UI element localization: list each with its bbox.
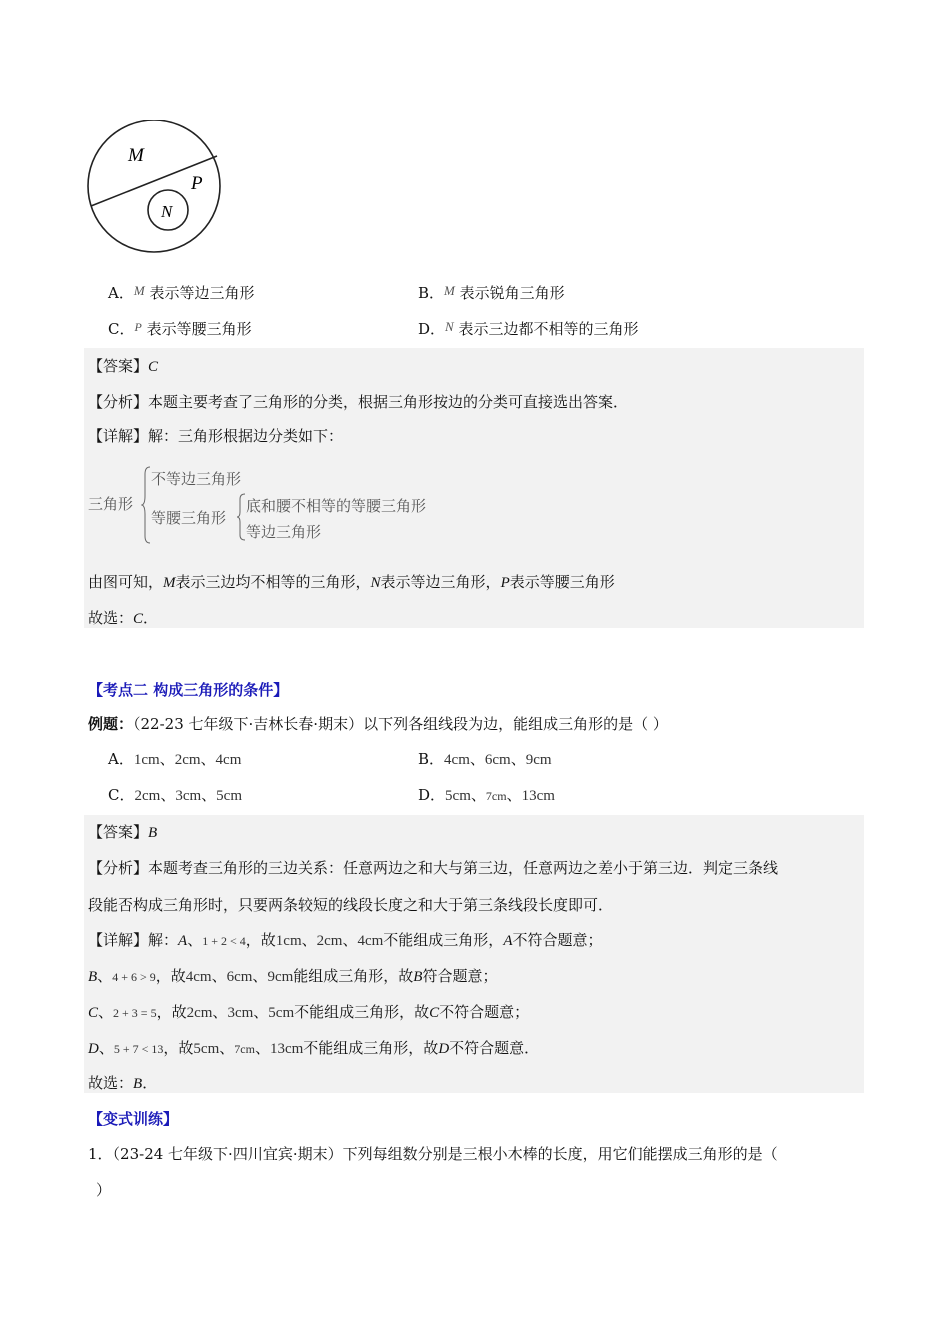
ex-detail-d: D、5 + 7 < 13，故5cm、7cm、13cm不能组成三角形，故D不符合题意． [88,1039,540,1057]
ex-detail-a: 【详解】解：A、1 + 2 < 4，故1cm、2cm、4cm不能组成三角形，A不符合题意； [88,931,603,949]
ex-option-a: A．1cm、2cm、4cm [108,750,242,768]
q1-choose: 故选：C． [88,609,159,627]
tree-root: 三角形 [88,495,134,513]
label-n: N [161,202,173,221]
example-line: 例题：（22-23 七年级下·吉林长春·期末）以下列各组线段为边，能组成三角形的是（ ） [88,715,668,733]
ex-option-d: D．5cm、7cm、13cm [418,786,555,804]
variant-q1: 1．（23-24 七年级下·四川宜宾·期末）下列每组数分别是三根小木棒的长度，用它们能摆成三角形的是（ [88,1145,778,1163]
ex-choose: 故选：B． [88,1074,158,1092]
q1-answer: 【答案】C [88,357,159,375]
ex-option-b: B．4cm、6cm、9cm [418,750,552,768]
tree-branch-1: 不等边三角形 [151,470,242,488]
q1-option-c: C．$^P$ 表示等腰三角形 [108,320,252,338]
ex-detail-b: B、4 + 6 > 9，故4cm、6cm、9cm能组成三角形，故B符合题意； [88,967,498,985]
tree-brace-1 [141,466,151,544]
q1-analysis: 【分析】本题主要考查了三角形的分类，根据三角形按边的分类可直接选出答案． [88,393,629,411]
ex-option-c: C．2cm、3cm、5cm [108,786,242,804]
venn-figure [84,120,224,255]
q1-option-d: D．N 表示三边都不相等的三角形 [418,319,639,338]
tree-branch-2: 等腰三角形 [151,509,227,527]
ex-detail-c: C、2 + 3 = 5，故2cm、3cm、5cm不能组成三角形，故C不符合题意； [88,1003,530,1021]
label-m: M [128,145,144,166]
tree-leaf-1: 底和腰不相等的等腰三角形 [246,497,427,515]
q1-option-b: B．M 表示锐角三角形 [418,283,565,302]
ex-analysis-2: 段能否构成三角形时，只要两条较短的线段长度之和大于第三条线段长度即可． [88,896,614,914]
tree-brace-2 [236,493,246,541]
q1-option-a: A．M 表示等边三角形 [108,283,255,302]
ex-analysis-1: 【分析】本题考查三角形的三边关系：任意两边之和大与第三边，任意两边之差小于第三边．判定三条线 [88,859,779,877]
section2-title: 【考点二 构成三角形的条件】 [88,681,289,699]
q1-detail: 【详解】解：三角形根据边分类如下： [88,427,344,445]
tree-leaf-2: 等边三角形 [246,523,322,541]
variant-title: 【变式训练】 [88,1110,179,1128]
q1-conclusion: 由图可知，M表示三边均不相等的三角形，N表示等边三角形，P表示等腰三角形 [88,573,615,591]
label-p: P [191,173,203,194]
ex-answer: 【答案】B [88,823,158,841]
variant-q1-close: ） [96,1181,112,1199]
